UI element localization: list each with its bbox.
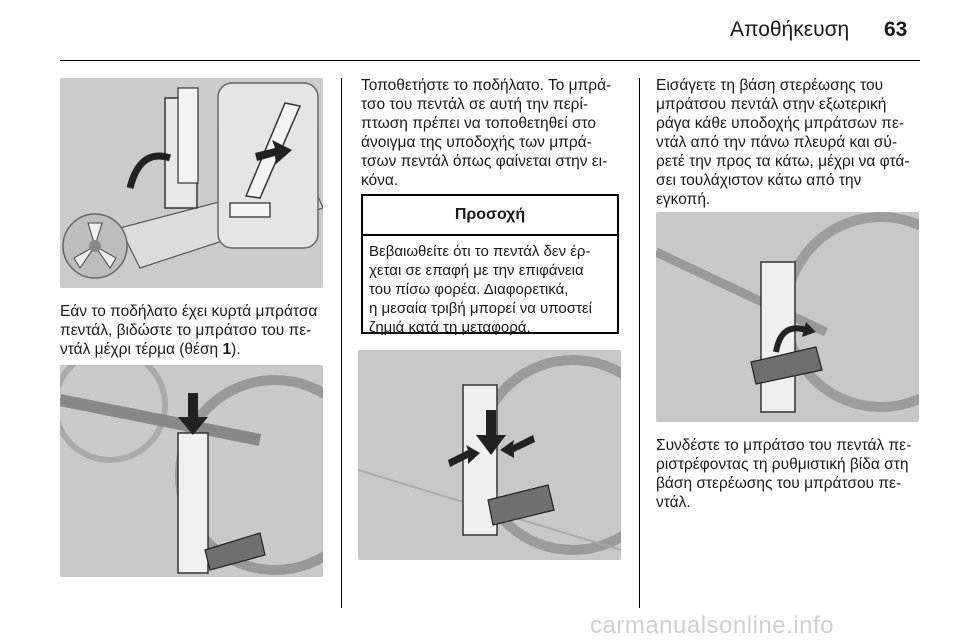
col1-instruction <box>60 302 335 359</box>
column-divider <box>639 78 640 608</box>
caution-box <box>361 194 619 334</box>
position-number: 1 <box>222 341 232 358</box>
header-rule <box>60 60 920 61</box>
illustration-pedal-insert <box>60 365 323 577</box>
column-divider <box>341 78 342 608</box>
page-number: 63 <box>884 18 908 41</box>
col1-text-end: ). <box>231 341 241 358</box>
col3-instruction-top: Εισάγετε τη βάση στερέωσης του μπράτσου πεντάλ στην εξωτερική ράγα κάθε υποδοχής μπράτσων πε- ντάλ από την πάνω πλευρά και σύ- ρετέ την προς τα κάτω, μέχρι να φτά- σει τουλάχιστον κάτω από την εγκοπή. <box>656 77 910 208</box>
caution-title: Προσοχή <box>363 196 617 236</box>
illustration-mount-base <box>656 212 919 422</box>
caution-text: Βεβαιωθείτε ότι το πεντάλ δεν έρ- χεται σε επαφή με την επιφάνεια του πίσω φορέα. Διαφορετικά, η μεσαία τριβή μπορεί να υποστεί ζημιά κατά τη μεταφορά. <box>369 243 592 336</box>
section-title: Αποθήκευση <box>730 18 850 41</box>
col1-text: Εάν το ποδήλατο έχει κυρτά μπράτσα πεντάλ, βιδώστε το μπράτσο του πε- ντάλ μέχρι τέρμα (θέση <box>60 303 318 358</box>
col3-instruction-bottom: Συνδέστε το μπράτσο του πεντάλ πε- ριστρέφοντας τη ρυθμιστική βίδα στη βάση στερέωσης του μπράτσου πε- ντάλ. <box>656 437 912 511</box>
illustration-pedal-slot <box>358 350 621 560</box>
watermark: carmanualsonline.info <box>590 612 834 639</box>
illustration-pedal-arm-detail <box>60 78 323 288</box>
col2-instruction: Τοποθετήστε το ποδήλατο. Το μπρά- τσο του πεντάλ σε αυτή την περί- πτωση πρέπει να τοποθετηθεί στο άνοιγμα της υποδοχής των μπρά- τσων πεντάλ όπως φαίνεται στην ει- κόνα. <box>361 77 612 189</box>
